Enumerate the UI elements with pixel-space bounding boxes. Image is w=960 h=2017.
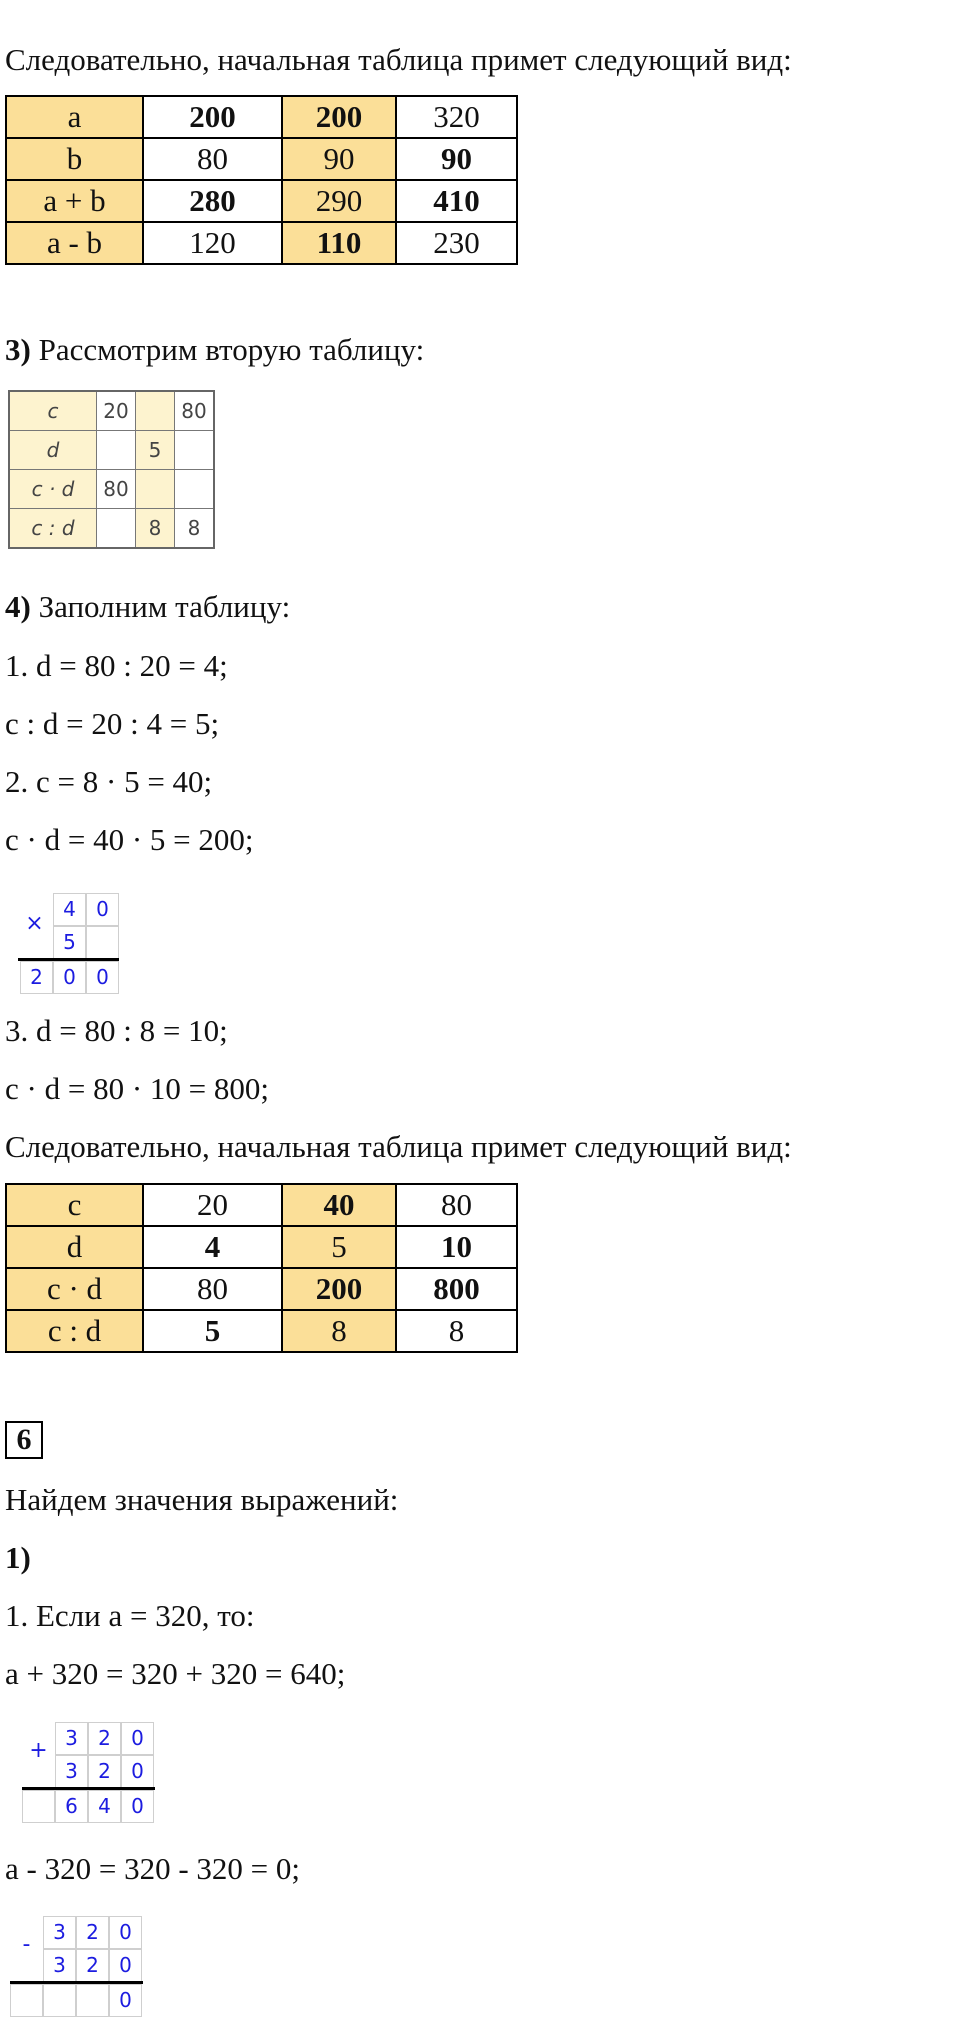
step3-heading [5, 330, 424, 370]
table-cell [136, 391, 175, 431]
column-subtraction [10, 1916, 145, 2016]
table-cell: 80 [396, 1184, 517, 1226]
table-cell: 5 [282, 1226, 396, 1268]
table-row [6, 222, 517, 264]
row-label: b [6, 138, 143, 180]
digit-cell: 4 [53, 893, 86, 926]
table-cell: 8 [136, 509, 175, 549]
expression-line: a + 320 = 320 + 320 = 640; [5, 1656, 346, 1691]
empty-cell [10, 1984, 43, 2017]
calc-line: 2. c = 8 · 5 = 40; [5, 764, 213, 799]
digit-cell [86, 926, 119, 959]
digit-cell: 0 [121, 1790, 154, 1823]
table-cell: 80 [143, 138, 282, 180]
table-cell: 90 [282, 138, 396, 180]
row-label: d [6, 1226, 143, 1268]
multiply-sign: × [25, 911, 44, 936]
row-label: a [6, 96, 143, 138]
table-row [9, 431, 214, 470]
digit-cell: 2 [88, 1755, 121, 1788]
digit-cell: 2 [88, 1722, 121, 1755]
table-ab [5, 95, 518, 265]
row-label: c [6, 1184, 143, 1226]
case-line: 1. Если a = 320, то: [5, 1598, 255, 1633]
table-cell: 800 [396, 1268, 517, 1310]
textbook-table-image [8, 390, 215, 549]
table-cell: 80 [97, 470, 136, 509]
digit-cell: 2 [20, 961, 53, 994]
conclusion-text: Следовательно, начальная таблица примет следующий вид: [5, 42, 792, 77]
table-row [9, 391, 214, 431]
digit-cell: 4 [88, 1790, 121, 1823]
digit-cell: 0 [121, 1755, 154, 1788]
step-text: Заполним таблицу: [38, 589, 291, 624]
step-text: Рассмотрим вторую таблицу: [38, 332, 425, 367]
empty-cell [22, 1790, 55, 1823]
digit-cell: 2 [76, 1949, 109, 1982]
table-cell: 20 [97, 391, 136, 431]
calc-line: 3. d = 80 : 8 = 10; [5, 1013, 228, 1048]
table-cell [97, 431, 136, 470]
plus-sign: + [29, 1738, 48, 1763]
step-number: 3) [5, 332, 31, 367]
step4-heading [5, 587, 290, 627]
table-cell: 5 [136, 431, 175, 470]
table-cell: 230 [396, 222, 517, 264]
table-cell: 8 [175, 509, 215, 549]
task-number-box: 6 [5, 1421, 43, 1459]
digit-cell: 5 [53, 926, 86, 959]
row-label: c : d [9, 509, 97, 549]
table-cell: 8 [282, 1310, 396, 1352]
minus-sign: - [22, 1932, 31, 1957]
table-cell [136, 470, 175, 509]
table-cell: 410 [396, 180, 517, 222]
column-addition [22, 1722, 157, 1824]
digit-cell: 6 [55, 1790, 88, 1823]
table-row [6, 1268, 517, 1310]
digit-cell: 3 [55, 1722, 88, 1755]
row-label: c · d [6, 1268, 143, 1310]
table-cell: 80 [143, 1268, 282, 1310]
part-label: 1) [5, 1540, 31, 1575]
digit-cell: 0 [109, 1916, 142, 1949]
table-row [6, 138, 517, 180]
table-cell: 5 [143, 1310, 282, 1352]
expression-line: a - 320 = 320 - 320 = 0; [5, 1851, 300, 1886]
table-cell: 200 [143, 96, 282, 138]
digit-cell [43, 1984, 76, 2017]
part-number [5, 1538, 31, 1578]
table-cell [97, 509, 136, 549]
row-label: c [9, 391, 97, 431]
table-cell: 10 [396, 1226, 517, 1268]
table-row [6, 96, 517, 138]
digit-cell: 3 [43, 1949, 76, 1982]
table-cd [5, 1183, 518, 1353]
table-cell: 200 [282, 1268, 396, 1310]
table-cell: 40 [282, 1184, 396, 1226]
digit-cell: 0 [86, 961, 119, 994]
table-cell: 90 [396, 138, 517, 180]
digit-cell [76, 1984, 109, 2017]
table-cell: 110 [282, 222, 396, 264]
table-cell: 280 [143, 180, 282, 222]
step-number: 4) [5, 589, 31, 624]
column-multiplication [18, 893, 121, 993]
table-cell: 200 [282, 96, 396, 138]
task-intro: Найдем значения выражений: [5, 1482, 399, 1517]
digit-cell: 0 [53, 961, 86, 994]
table-row [6, 1226, 517, 1268]
digit-cell: 0 [109, 1949, 142, 1982]
table-cell: 4 [143, 1226, 282, 1268]
row-label: c · d [9, 470, 97, 509]
table-row [6, 1310, 517, 1352]
table-cell: 320 [396, 96, 517, 138]
table-cell: 290 [282, 180, 396, 222]
row-label: d [9, 431, 97, 470]
table-row [6, 180, 517, 222]
table-cell [175, 431, 215, 470]
table-cell [175, 470, 215, 509]
digit-cell: 3 [43, 1916, 76, 1949]
digit-cell: 0 [109, 1984, 142, 2017]
table-row [6, 1184, 517, 1226]
row-label: c : d [6, 1310, 143, 1352]
conclusion-text: Следовательно, начальная таблица примет следующий вид: [5, 1129, 792, 1164]
table-row [9, 509, 214, 549]
table-cell: 120 [143, 222, 282, 264]
calc-line: c : d = 20 : 4 = 5; [5, 706, 220, 741]
row-label: a - b [6, 222, 143, 264]
calc-line: 1. d = 80 : 20 = 4; [5, 648, 228, 683]
digit-cell: 0 [86, 893, 119, 926]
table-cell: 80 [175, 391, 215, 431]
row-label: a + b [6, 180, 143, 222]
table-row [9, 470, 214, 509]
digit-cell: 2 [76, 1916, 109, 1949]
table-cell: 8 [396, 1310, 517, 1352]
calc-line: c · d = 80 · 10 = 800; [5, 1071, 269, 1106]
table-cell: 20 [143, 1184, 282, 1226]
digit-cell: 3 [55, 1755, 88, 1788]
digit-cell: 0 [121, 1722, 154, 1755]
calc-line: c · d = 40 · 5 = 200; [5, 822, 254, 857]
